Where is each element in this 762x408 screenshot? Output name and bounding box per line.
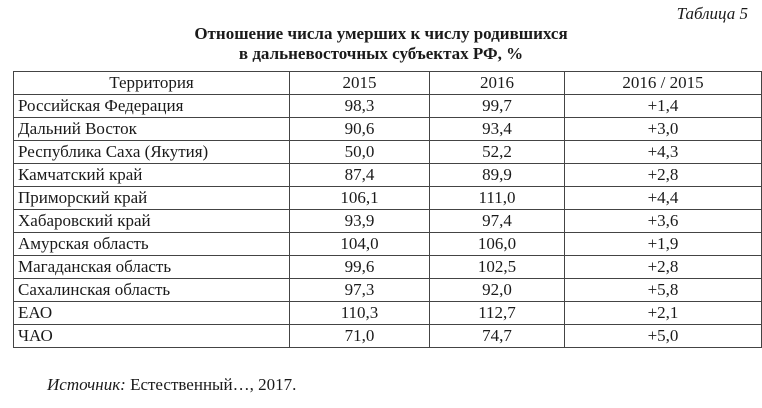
header-territory: Территория xyxy=(14,72,290,95)
cell-2015: 93,9 xyxy=(290,210,430,233)
cell-diff: +4,3 xyxy=(565,141,762,164)
mortality-birth-ratio-table xyxy=(13,71,762,348)
cell-2015: 106,1 xyxy=(290,187,430,210)
table-row xyxy=(14,256,762,279)
source-text: Естественный…, 2017. xyxy=(130,375,297,394)
cell-2015: 97,3 xyxy=(290,279,430,302)
table-row xyxy=(14,325,762,348)
table-row xyxy=(14,141,762,164)
cell-2015: 104,0 xyxy=(290,233,430,256)
cell-2015: 110,3 xyxy=(290,302,430,325)
cell-territory: Дальний Восток xyxy=(14,118,290,141)
header-diff: 2016 / 2015 xyxy=(565,72,762,95)
table-row xyxy=(14,279,762,302)
cell-2015: 87,4 xyxy=(290,164,430,187)
cell-2016: 93,4 xyxy=(430,118,565,141)
source-label: Источник: xyxy=(47,375,126,394)
cell-2016: 111,0 xyxy=(430,187,565,210)
cell-2015: 99,6 xyxy=(290,256,430,279)
cell-diff: +2,8 xyxy=(565,256,762,279)
cell-2015: 98,3 xyxy=(290,95,430,118)
cell-2016: 106,0 xyxy=(430,233,565,256)
table-title-line-2: в дальневосточных субъектах РФ, % xyxy=(238,44,524,63)
table-row xyxy=(14,95,762,118)
cell-territory: Приморский край xyxy=(14,187,290,210)
cell-diff: +4,4 xyxy=(565,187,762,210)
cell-diff: +2,1 xyxy=(565,302,762,325)
cell-2015: 90,6 xyxy=(290,118,430,141)
table-row xyxy=(14,187,762,210)
cell-territory: Российская Федерация xyxy=(14,95,290,118)
cell-2016: 99,7 xyxy=(430,95,565,118)
table-title-line-1: Отношение числа умерших к числу родившихся xyxy=(194,24,568,43)
table-row xyxy=(14,210,762,233)
header-row xyxy=(14,72,762,95)
cell-2016: 74,7 xyxy=(430,325,565,348)
cell-territory: Камчатский край xyxy=(14,164,290,187)
cell-diff: +5,8 xyxy=(565,279,762,302)
cell-diff: +5,0 xyxy=(565,325,762,348)
table-number-label: Таблица 5 xyxy=(676,4,748,23)
cell-territory: ЧАО xyxy=(14,325,290,348)
table-row xyxy=(14,233,762,256)
cell-territory: Сахалинская область xyxy=(14,279,290,302)
cell-2016: 92,0 xyxy=(430,279,565,302)
cell-territory: Республика Саха (Якутия) xyxy=(14,141,290,164)
cell-2016: 89,9 xyxy=(430,164,565,187)
cell-diff: +1,4 xyxy=(565,95,762,118)
source-note xyxy=(47,375,296,395)
cell-territory: Амурская область xyxy=(14,233,290,256)
header-2015: 2015 xyxy=(290,72,430,95)
cell-2016: 52,2 xyxy=(430,141,565,164)
table-row xyxy=(14,118,762,141)
table-body xyxy=(14,95,762,348)
cell-territory: ЕАО xyxy=(14,302,290,325)
table-title xyxy=(0,24,762,64)
cell-diff: +3,0 xyxy=(565,118,762,141)
table-row xyxy=(14,164,762,187)
cell-2016: 97,4 xyxy=(430,210,565,233)
cell-territory: Хабаровский край xyxy=(14,210,290,233)
table-row xyxy=(14,302,762,325)
cell-territory: Магаданская область xyxy=(14,256,290,279)
cell-2016: 112,7 xyxy=(430,302,565,325)
cell-2016: 102,5 xyxy=(430,256,565,279)
cell-diff: +3,6 xyxy=(565,210,762,233)
cell-2015: 71,0 xyxy=(290,325,430,348)
cell-diff: +1,9 xyxy=(565,233,762,256)
cell-diff: +2,8 xyxy=(565,164,762,187)
header-2016: 2016 xyxy=(430,72,565,95)
cell-2015: 50,0 xyxy=(290,141,430,164)
